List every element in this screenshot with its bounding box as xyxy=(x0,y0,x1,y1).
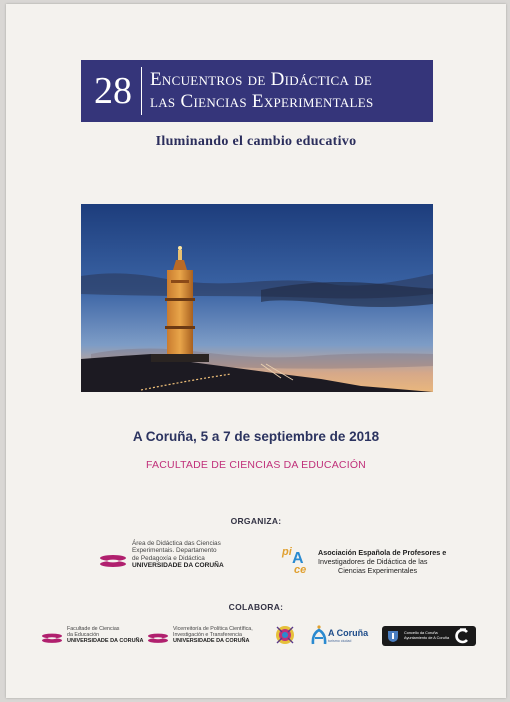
concello-logo xyxy=(382,626,476,646)
coruna-a-icon xyxy=(310,624,328,646)
vicerreitoria-line-2: Investigación e Transferencia xyxy=(173,632,242,639)
apice-line-3: Ciencias Experimentales xyxy=(338,565,418,575)
vicerreitoria-line-1: Vicerreitoría de Política Científica, xyxy=(173,626,253,632)
colabora-label: COLABORA: xyxy=(228,602,284,612)
udc-area-univ: UNIVERSIDADE DA CORUÑA xyxy=(132,562,224,570)
apice-line-2: Investigadores de Didáctica de las xyxy=(318,556,428,566)
udc-area-line-1: Área de Didáctica das Ciencias xyxy=(132,540,221,547)
udc-emblem-icon xyxy=(98,553,128,569)
conference-subtitle: Iluminando el cambio educativo xyxy=(155,134,357,149)
apice-emblem-icon: pi A ce xyxy=(282,546,307,576)
book-cover xyxy=(6,4,506,698)
udc-emblem-icon xyxy=(146,632,170,644)
vicerreitoria-logo xyxy=(146,626,253,644)
conference-title xyxy=(150,69,374,113)
host-faculty: FACULTADE DE CIENCIAS DA EDUCACIÓN xyxy=(146,459,366,471)
udc-emblem-icon xyxy=(40,632,64,644)
apice-line-1: Asociación Española de Profesores e xyxy=(318,547,447,557)
conference-title-line-2: las Ciencias Experimentales xyxy=(150,91,374,112)
udc-area-line-2: Experimentais. Departamento xyxy=(132,547,217,555)
faculty-logo xyxy=(40,626,144,644)
concello-shield-icon xyxy=(386,629,400,643)
lighthouse-illustration xyxy=(81,204,433,392)
edition-number: 28 xyxy=(94,70,132,112)
organiza-label: ORGANIZA: xyxy=(230,516,282,526)
coruna-tourism-logo xyxy=(310,624,374,648)
title-banner xyxy=(81,60,433,122)
seal-icon xyxy=(274,622,296,648)
concello-c-icon xyxy=(455,628,471,644)
banner-divider xyxy=(141,67,142,115)
udc-area-logo xyxy=(98,540,224,569)
concello-line-2: Ayuntamiento de A Coruña xyxy=(404,636,450,640)
faculty-logo-line-1: Facultade de Ciencias xyxy=(67,626,120,632)
udc-area-line-3: de Pedagoxía e Didáctica xyxy=(132,554,205,562)
faculty-logo-line-2: da Educación xyxy=(67,632,100,639)
faculty-logo-univ: UNIVERSIDADE DA CORUÑA xyxy=(67,638,144,645)
event-place-date: A Coruña, 5 a 7 de septiembre de 2018 xyxy=(132,429,380,444)
coruna-tagline: turismo ciudad xyxy=(328,639,352,643)
conference-title-line-1: Encuentros de Didáctica de xyxy=(150,69,373,90)
coruna-name: A Coruña xyxy=(328,628,369,638)
lighthouse-photo xyxy=(81,204,433,392)
apice-logo xyxy=(282,546,446,576)
concello-line-1: Concello da Coruña xyxy=(404,631,438,636)
vicerreitoria-univ: UNIVERSIDADE DA CORUÑA xyxy=(173,638,250,645)
